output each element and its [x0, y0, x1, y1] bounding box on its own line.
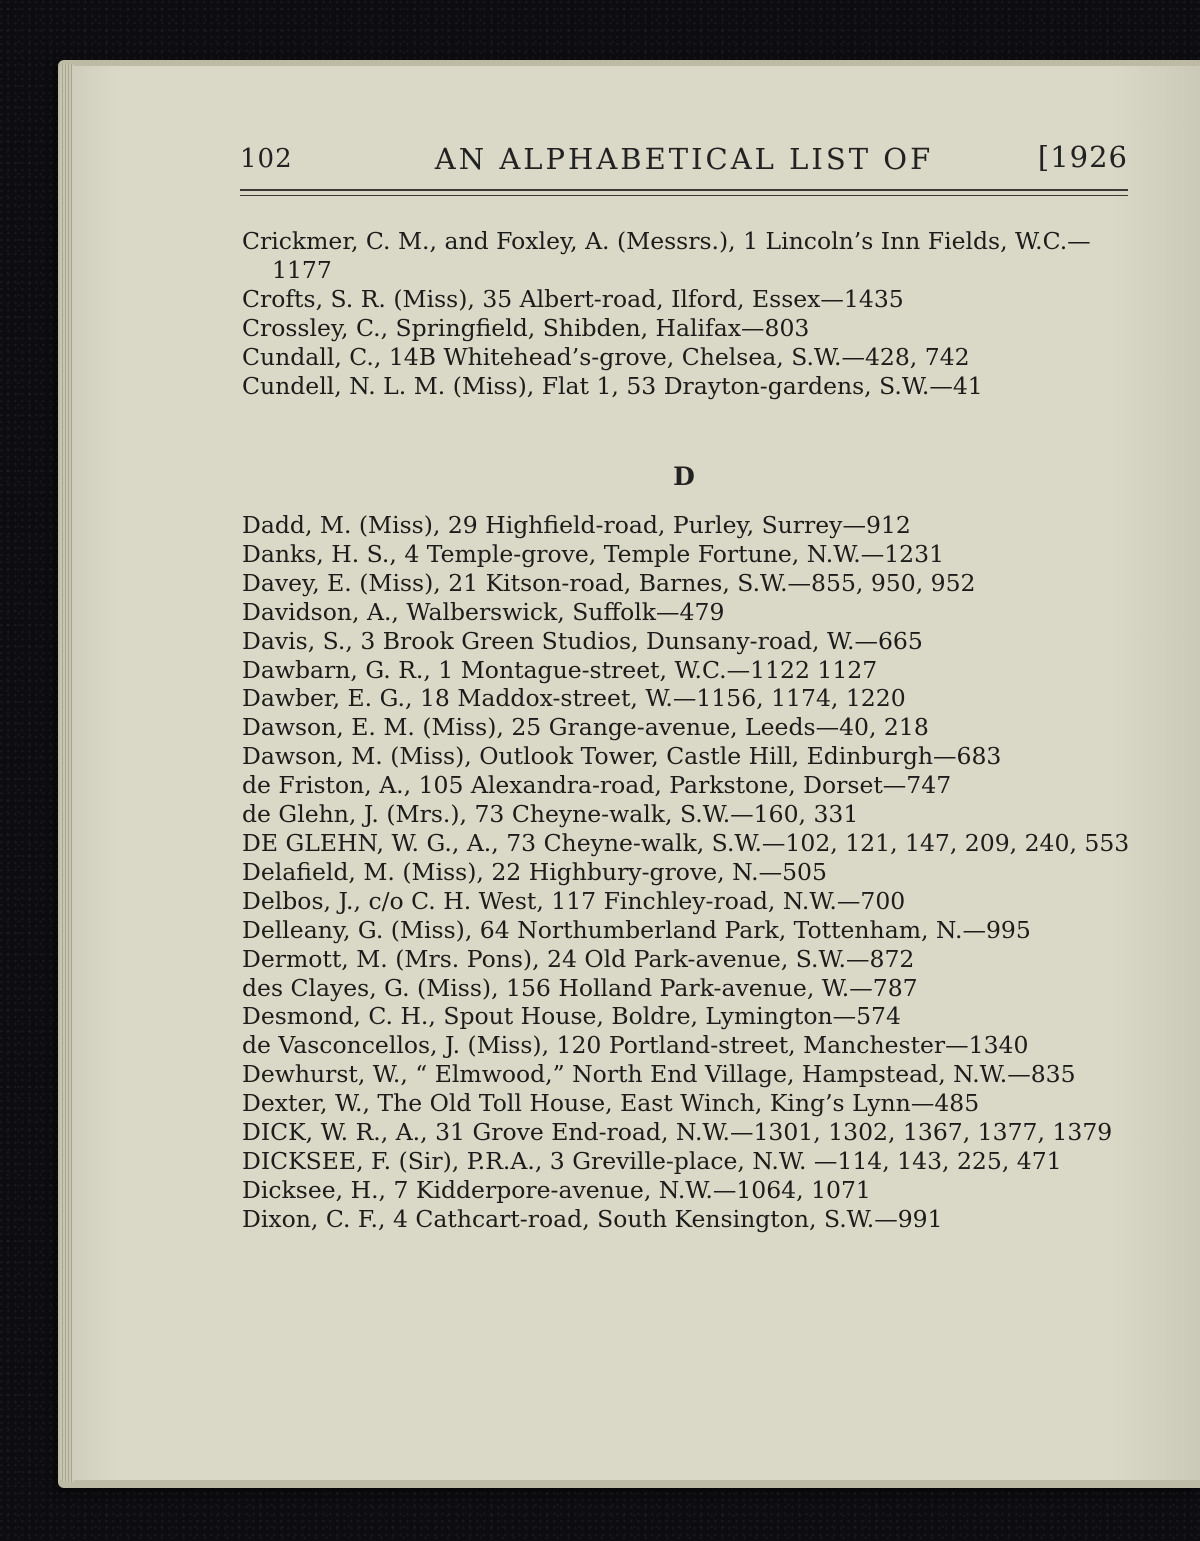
- list-entry: Dicksee, H., 7 Kidderpore-avenue, N.W.—1064, 1071: [242, 1175, 871, 1204]
- list-entry: DICKSEE, F. (Sir), P.R.A., 3 Greville-place, N.W. —114, 143, 225, 471: [242, 1146, 1062, 1175]
- list-entry: Dawber, E. G., 18 Maddox-street, W.—1156, 1174, 1220: [242, 684, 906, 713]
- list-entry: Desmond, C. H., Spout House, Boldre, Lymington—574: [242, 1002, 901, 1031]
- list-entry: Davis, S., 3 Brook Green Studios, Dunsany-road, W.—665: [242, 626, 923, 655]
- running-head: AN ALPHABETICAL LIST OF: [434, 142, 934, 176]
- entries-c-block: [242, 227, 1132, 400]
- list-entry: Dawbarn, G. R., 1 Montague-street, W.C.—1122 1127: [242, 655, 878, 684]
- list-entry: de Friston, A., 105 Alexandra-road, Parkstone, Dorset—747: [242, 771, 952, 800]
- list-entry: Delafield, M. (Miss), 22 Highbury-grove, N.—505: [242, 857, 827, 886]
- list-entry: Delbos, J., c/o C. H. West, 117 Finchley-road, N.W.—700: [242, 886, 906, 915]
- year-mark: [1926: [1037, 140, 1128, 174]
- list-entry: Dadd, M. (Miss), 29 Highfield-road, Purley, Surrey—912: [242, 511, 911, 539]
- list-entry: Davidson, A., Walberswick, Suffolk—479: [242, 597, 725, 626]
- page-header: [240, 140, 1128, 182]
- list-entry: de Glehn, J. (Mrs.), 73 Cheyne-walk, S.W.—160, 331: [242, 800, 859, 829]
- list-entry: Delleany, G. (Miss), 64 Northumberland Park, Tottenham, N.—995: [242, 915, 1031, 944]
- list-entry: DE GLEHN, W. G., A., 73 Cheyne-walk, S.W.—102, 121, 147, 209, 240, 553: [242, 828, 1130, 857]
- list-entry: Cundell, N. L. M. (Miss), Flat 1, 53 Drayton-gardens, S.W.—41: [242, 371, 983, 400]
- list-entry: de Vasconcellos, J. (Miss), 120 Portland-street, Manchester—1340: [242, 1031, 1029, 1060]
- list-entry: Cundall, C., 14B Whitehead’s-grove, Chelsea, S.W.—428, 742: [242, 342, 970, 371]
- list-entry: Dermott, M. (Mrs. Pons), 24 Old Park-avenue, S.W.—872: [242, 944, 915, 973]
- list-entry: Dexter, W., The Old Toll House, East Winch, King’s Lynn—485: [242, 1089, 980, 1118]
- list-entry: DICK, W. R., A., 31 Grove End-road, N.W.—1301, 1302, 1367, 1377, 1379: [242, 1118, 1113, 1147]
- page-number: 102: [240, 144, 293, 174]
- header-rule-thick: [240, 189, 1128, 191]
- list-entry: Danks, H. S., 4 Temple-grove, Temple Fortune, N.W.—1231: [242, 539, 945, 568]
- list-entry: Crickmer, C. M., and Foxley, A. (Messrs.), 1 Lincoln’s Inn Fields, W.C.—1177: [242, 227, 1091, 284]
- list-entry: Crossley, C., Springfield, Shibden, Halifax—803: [242, 313, 810, 342]
- list-entry: Crofts, S. R. (Miss), 35 Albert-road, Ilford, Essex—1435: [242, 284, 904, 313]
- list-entry: des Clayes, G. (Miss), 156 Holland Park-avenue, W.—787: [242, 973, 918, 1002]
- list-entry: Dixon, C. F., 4 Cathcart-road, South Kensington, S.W.—991: [242, 1204, 943, 1233]
- list-entry: Dewhurst, W., “ Elmwood,” North End Village, Hampstead, N.W.—835: [242, 1060, 1076, 1089]
- entries-d-block: [242, 511, 1132, 1234]
- list-entry: Dawson, E. M. (Miss), 25 Grange-avenue, Leeds—40, 218: [242, 713, 929, 742]
- list-entry: Davey, E. (Miss), 21 Kitson-road, Barnes, S.W.—855, 950, 952: [242, 568, 976, 597]
- section-letter: D: [673, 462, 695, 491]
- list-entry: Dawson, M. (Miss), Outlook Tower, Castle Hill, Edinburgh—683: [242, 742, 1002, 771]
- header-rule-thin: [240, 195, 1128, 196]
